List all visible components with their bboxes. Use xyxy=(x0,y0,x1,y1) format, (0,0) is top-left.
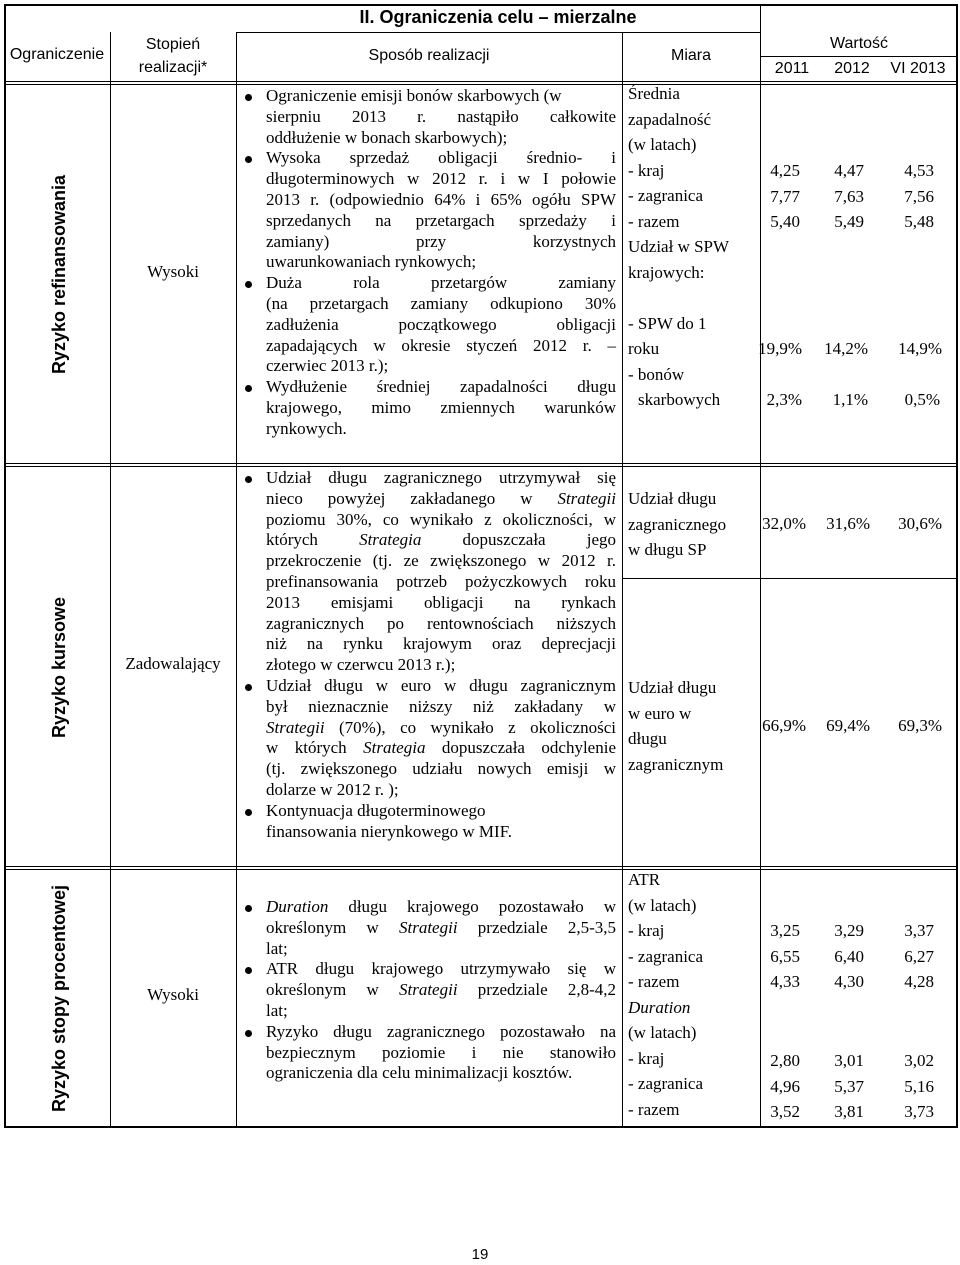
value-cell: 4,30 xyxy=(834,972,864,991)
header-divider xyxy=(236,32,760,33)
page-number: 19 xyxy=(471,1246,489,1263)
value-cell: 4,53 xyxy=(904,161,934,180)
measure-list-stopy-procentowej xyxy=(628,867,758,1122)
section-title: II. Ograniczenia celu – mierzalne xyxy=(359,7,637,27)
table-border-right xyxy=(956,4,958,1128)
value-cell: 5,37 xyxy=(834,1076,864,1096)
bullet-icon xyxy=(245,385,252,392)
measure-list-refinansowania xyxy=(628,81,758,413)
value-cell: 69,4% xyxy=(826,716,870,735)
measure-label: - kraj xyxy=(628,921,665,940)
bullet-icon xyxy=(245,809,252,816)
bullet-icon xyxy=(245,156,252,163)
bullet-icon xyxy=(245,94,252,101)
measure-label: Duration xyxy=(628,997,691,1017)
measure-label: - kraj xyxy=(628,1048,665,1068)
header-divider xyxy=(760,56,958,57)
value-cell: 69,3% xyxy=(898,716,942,735)
value-cell: 3,52 xyxy=(770,1102,800,1121)
value-cell: 14,2% xyxy=(824,339,868,358)
column-divider xyxy=(622,32,623,1128)
italic-line: których Strategia dopuszczała jego xyxy=(266,530,616,550)
value-cell: 4,47 xyxy=(834,161,864,180)
value-cell: 7,77 xyxy=(770,186,800,206)
value-cell: 4,28 xyxy=(904,972,934,991)
table-border-bottom xyxy=(4,1126,958,1128)
measure-label: Udział długu xyxy=(628,678,717,697)
value-cell: 3,29 xyxy=(834,921,864,940)
values-2013-refinansowania xyxy=(880,158,934,235)
risk-label-refinansowania: Ryzyko refinansowania xyxy=(49,174,69,374)
risk-label-stopy-procentowej: Ryzyko stopy procentowej xyxy=(49,884,69,1113)
measure-label: Udział długu xyxy=(628,489,717,508)
header-wartosc: Wartość xyxy=(829,35,889,52)
row-divider xyxy=(4,866,958,867)
bullet-list-kursowe xyxy=(266,468,616,842)
measure-label: skarbowych xyxy=(638,390,721,409)
measure-label: - razem xyxy=(628,1099,680,1119)
italic-line: określonym w Strategii przedziale 2,5-3,5 xyxy=(266,917,617,937)
values-2013-atr xyxy=(880,918,934,995)
italic-line: w których Strategia dopuszczała odchylenie xyxy=(266,738,616,758)
value-cell: 66,9% xyxy=(762,716,806,735)
value-cell: 2,3% xyxy=(766,390,802,409)
value-cell: 1,1% xyxy=(832,390,868,409)
values-2012-atr xyxy=(824,918,864,995)
list-item: Kontynuacja długoterminowego finansowania nierynkowego w MIF. xyxy=(266,801,616,843)
list-item: Duża rola przetargów zamiany (na przetargach zamiany odkupiono 30% zadłużenia początkowego obligacji zapadających w okresie styczeń 2012 r. – czerwiec 2013 r.); xyxy=(266,273,616,377)
measure-label: (w latach) xyxy=(628,135,697,154)
measure-label: zagranicznym xyxy=(628,754,724,774)
measure-label: - razem xyxy=(628,972,680,991)
bullet-list-refinansowania xyxy=(266,86,616,440)
values-2011-refinansowania xyxy=(760,158,800,235)
value-cell: 3,02 xyxy=(904,1051,934,1070)
measure-list-kursowe-b xyxy=(628,675,758,777)
header-ograniczenie: Ograniczenie xyxy=(9,46,105,63)
measure-spacer xyxy=(628,285,758,311)
value-cell: 5,40 xyxy=(770,212,800,231)
value-cell: 32,0% xyxy=(762,514,806,533)
measure-label: Średnia xyxy=(628,84,680,103)
value-cell: 5,49 xyxy=(834,212,864,231)
measure-label: - razem xyxy=(628,211,680,231)
bullet-icon xyxy=(245,684,252,691)
measure-label: Udział w SPW xyxy=(628,237,730,256)
measure-label: w euro w xyxy=(628,703,692,723)
column-divider xyxy=(236,32,237,1128)
measure-label: długu xyxy=(628,729,667,748)
header-stopien-line2: realizacji* xyxy=(138,59,208,76)
bullet-list-stopy-procentowej xyxy=(266,897,616,1084)
risk-label-kursowe: Ryzyko kursowe xyxy=(49,596,69,738)
value-cell: 3,01 xyxy=(834,1051,864,1070)
value-cell: 19,9% xyxy=(758,339,802,358)
value-cell: 14,9% xyxy=(898,339,942,358)
header-year-2012: 2012 xyxy=(834,60,870,77)
values-2011-duration xyxy=(760,1048,800,1125)
value-cell: 2,80 xyxy=(770,1051,800,1070)
value-cell: 4,25 xyxy=(770,161,800,180)
header-miara: Miara xyxy=(670,47,711,64)
bullet-icon xyxy=(245,967,252,974)
measure-label: roku xyxy=(628,339,660,358)
header-sposob: Sposób realizacji xyxy=(368,47,490,64)
bullet-icon xyxy=(245,1030,252,1037)
value-cell: 0,5% xyxy=(904,390,940,409)
degree-stopy-procentowej: Wysoki xyxy=(147,985,199,1004)
degree-kursowe: Zadowalający xyxy=(125,654,221,673)
column-divider xyxy=(110,32,111,1128)
value-cell: 7,63 xyxy=(834,186,864,206)
measure-list-kursowe-a xyxy=(628,486,758,563)
value-cell: 6,40 xyxy=(834,946,864,966)
header-stopien-line1: Stopień xyxy=(145,36,201,53)
row-divider xyxy=(622,578,958,579)
measure-label: - zagranica xyxy=(628,946,704,966)
value-cell: 4,33 xyxy=(770,972,800,991)
value-cell: 30,6% xyxy=(898,514,942,533)
value-cell: 6,27 xyxy=(904,946,934,966)
list-item: Udział długu zagranicznego utrzymywał się nieco powyżej zakładanego w Strategii poziomu 30%, co wynikało z okoliczności, w których Strategia dopuszczała jego przekroczenie (tj. ze zwiększonego w 2012 r. prefinansowania potrzeb pożyczkowych roku 2013 emisjami obligacji na rynkach zagranicznych po rentownościach niższych niż na rynku krajowym oraz deprecjacji złotego w czerwcu 2013 r.); xyxy=(266,468,616,676)
header-bottom-border xyxy=(4,84,958,85)
bullet-icon xyxy=(245,281,252,288)
list-item: Ryzyko długu zagranicznego pozostawało na bezpiecznym poziomie i nie stanowiło ograniczenia dla celu minimalizacji kosztów. xyxy=(266,1022,616,1084)
bullet-icon xyxy=(245,476,252,483)
measure-label: w długu SP xyxy=(628,540,707,559)
value-cell: 5,48 xyxy=(904,212,934,231)
values-2012-refinansowania xyxy=(824,158,864,235)
value-cell: 3,73 xyxy=(904,1102,934,1121)
list-item: Wydłużenie średniej zapadalności długu krajowego, mimo zmiennych warunków rynkowych. xyxy=(266,377,616,439)
italic-line: Duration długu krajowego pozostawało w xyxy=(266,897,616,916)
list-item: Wysoka sprzedaż obligacji średnio- i długoterminowych w 2012 r. i w I połowie 2013 r. (odpowiednio 64% i 65% ogółu SPW sprzedanych na przetargach sprzedaży i zamiany) przy korzystnych uwarunkowaniach rynkowych; xyxy=(266,148,616,273)
measure-label: zagranicznego xyxy=(628,514,727,534)
table-border-top xyxy=(4,4,958,6)
measure-label: (w latach) xyxy=(628,895,697,915)
row-divider xyxy=(4,466,958,467)
value-cell: 3,37 xyxy=(904,921,934,940)
measure-label: - kraj xyxy=(628,160,665,180)
degree-refinansowania: Wysoki xyxy=(147,262,199,281)
list-item: ATR długu krajowego utrzymywało się w określonym w Strategii przedziale 2,8-4,2 lat; xyxy=(266,959,616,1021)
value-cell: 4,96 xyxy=(770,1076,800,1096)
values-2013-duration xyxy=(880,1048,934,1125)
value-cell: 6,55 xyxy=(770,946,800,966)
measure-label: - bonów xyxy=(628,364,685,384)
measure-label: (w latach) xyxy=(628,1023,697,1042)
value-cell: 7,56 xyxy=(904,186,934,206)
row-divider xyxy=(4,463,958,464)
values-2012-duration xyxy=(824,1048,864,1125)
value-cell: 31,6% xyxy=(826,514,870,533)
list-item: Udział długu w euro w długu zagranicznym był nieznacznie niższy niż zakładany w Strategii (70%), co wynikało z okoliczności w których Strategia dopuszczała odchylenie (tj. zwiększonego udziału nowych emisji w dolarze w 2012 r. ); xyxy=(266,676,616,801)
value-cell: 3,81 xyxy=(834,1102,864,1121)
row-divider xyxy=(4,869,958,870)
measure-label: - zagranica xyxy=(628,1074,704,1093)
measure-label: - zagranica xyxy=(628,186,704,205)
measure-label: - SPW do 1 xyxy=(628,313,707,333)
table-border-left xyxy=(4,4,6,1128)
value-cell: 5,16 xyxy=(904,1076,934,1096)
list-item: Ograniczenie emisji bonów skarbowych (w sierpniu 2013 r. nastąpiło całkowite oddłużenie w bonach skarbowych); xyxy=(266,86,616,148)
measure-label: ATR xyxy=(628,870,661,889)
value-cell: 3,25 xyxy=(770,921,800,940)
header-year-2011: 2011 xyxy=(774,60,810,77)
italic-line: Strategii (70%), co wynikało z okoliczności xyxy=(266,717,616,737)
measure-label: zapadalność xyxy=(628,109,712,129)
bullet-icon xyxy=(245,905,252,912)
italic-line: określonym w Strategii przedziale 2,8-4,2 xyxy=(266,980,617,1000)
header-year-vi-2013: VI 2013 xyxy=(890,60,946,77)
header-bottom-border xyxy=(4,81,958,82)
values-2011-atr xyxy=(760,918,800,995)
measure-label: krajowych: xyxy=(628,262,705,282)
list-item: Duration długu krajowego pozostawało w określonym w Strategii przedziale 2,5-3,5 lat; xyxy=(266,897,616,959)
italic-line: nieco powyżej zakładanego w Strategii xyxy=(266,488,616,508)
